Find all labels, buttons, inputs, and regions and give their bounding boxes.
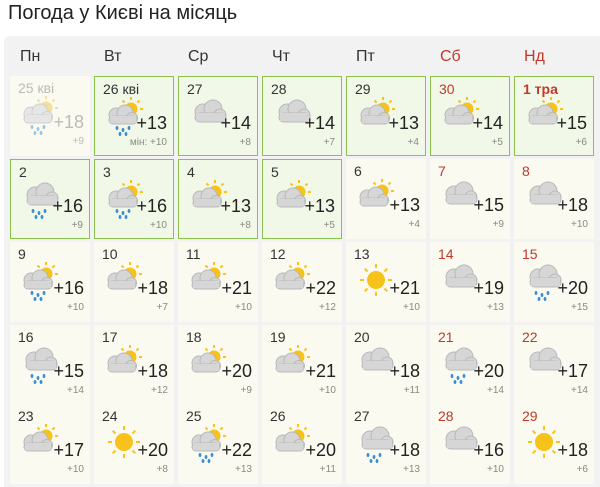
max-temperature: +13: [220, 196, 251, 216]
day-cell[interactable]: [178, 242, 258, 322]
day-cell[interactable]: [346, 76, 426, 156]
day-date: 29: [522, 408, 538, 424]
day-date: 3: [103, 164, 111, 180]
day-cell[interactable]: [430, 242, 510, 322]
day-date: 27: [187, 81, 203, 97]
day-cell[interactable]: [94, 325, 174, 405]
min-value: +9: [72, 136, 84, 147]
min-value: +9: [71, 220, 83, 231]
min-value: +10: [150, 137, 167, 148]
min-temperature: [73, 136, 84, 147]
max-temperature: +17: [53, 440, 84, 460]
min-value: +5: [491, 137, 503, 148]
day-date: 29: [355, 81, 371, 97]
min-temperature: [240, 220, 251, 231]
day-date: 11: [186, 246, 201, 262]
day-cell[interactable]: [346, 325, 426, 405]
max-temperature: +18: [137, 361, 168, 381]
page-title: Погода у Києві на місяць: [8, 2, 238, 24]
max-temperature: +17: [557, 361, 588, 381]
min-value: +11: [319, 464, 336, 475]
weekday-label: Ср: [188, 48, 209, 65]
day-cell[interactable]: [94, 404, 174, 484]
min-value: +11: [403, 385, 420, 396]
max-temperature: +21: [221, 278, 252, 298]
day-cell[interactable]: [514, 76, 594, 156]
max-temperature: +22: [305, 278, 336, 298]
max-temperature: +18: [53, 112, 84, 132]
max-temperature: +20: [473, 361, 504, 381]
max-temperature: +15: [473, 195, 504, 215]
day-cell[interactable]: [346, 242, 426, 322]
max-temperature: +16: [136, 196, 167, 216]
day-cell[interactable]: [10, 404, 90, 484]
weekday-label: Пт: [356, 48, 375, 65]
min-temperature: [487, 464, 504, 475]
day-date: 20: [354, 329, 370, 345]
min-value: +10: [150, 220, 167, 231]
max-temperature: +14: [220, 113, 251, 133]
max-temperature: +20: [221, 361, 252, 381]
max-temperature: +16: [473, 440, 504, 460]
max-temperature: +14: [304, 113, 335, 133]
min-temperature: [403, 302, 420, 313]
min-temperature: [130, 137, 167, 148]
day-date: 16: [18, 329, 34, 345]
day-cell[interactable]: [262, 242, 342, 322]
day-date: 6: [354, 163, 362, 179]
max-temperature: +18: [557, 195, 588, 215]
max-temperature: +22: [221, 440, 252, 460]
min-temperature: [493, 219, 504, 230]
min-value: +8: [239, 220, 251, 231]
min-value: +8: [156, 464, 168, 475]
max-temperature: +16: [52, 196, 83, 216]
min-value: +6: [575, 137, 587, 148]
day-cell[interactable]: [514, 242, 594, 322]
min-temperature: [487, 385, 504, 396]
min-temperature: [408, 137, 419, 148]
min-value: +15: [571, 302, 588, 313]
min-value: +7: [156, 302, 168, 313]
min-temperature: [319, 302, 336, 313]
day-date: 5: [271, 164, 279, 180]
day-date: 15: [522, 246, 538, 262]
min-temperature: [150, 220, 167, 231]
min-value: +8: [239, 137, 251, 148]
header: [0, 0, 600, 36]
day-date: 4: [187, 164, 195, 180]
min-value: +14: [67, 385, 84, 396]
weekday-label: Чт: [272, 48, 290, 65]
day-cell[interactable]: [262, 404, 342, 484]
day-cell[interactable]: [94, 242, 174, 322]
min-value: +10: [235, 302, 252, 313]
min-value: +4: [408, 219, 420, 230]
day-date: 27: [354, 408, 370, 424]
day-date: 28: [271, 81, 287, 97]
day-date: 10: [102, 246, 118, 262]
day-date: 22: [522, 329, 538, 345]
max-temperature: +14: [472, 113, 503, 133]
day-date: 7: [438, 163, 446, 179]
day-date: 30: [439, 81, 455, 97]
day-cell[interactable]: [346, 404, 426, 484]
max-temperature: +13: [388, 113, 419, 133]
min-value: +9: [240, 385, 252, 396]
day-cell[interactable]: [514, 404, 594, 484]
min-value: +5: [323, 220, 335, 231]
min-value: +13: [403, 464, 420, 475]
min-temperature: [151, 385, 168, 396]
max-temperature: +21: [389, 278, 420, 298]
min-value: +10: [403, 302, 420, 313]
min-value: +10: [319, 385, 336, 396]
weekday-label: Сб: [440, 48, 461, 65]
day-cell[interactable]: [262, 325, 342, 405]
day-date: 21: [438, 329, 454, 345]
min-label: мін:: [129, 137, 151, 148]
day-date: 25 кві: [18, 80, 55, 96]
min-temperature: [324, 220, 335, 231]
day-date: 14: [438, 246, 454, 262]
min-value: +13: [235, 464, 252, 475]
max-temperature: +18: [557, 440, 588, 460]
min-temperature: [320, 464, 336, 475]
min-temperature: [576, 137, 587, 148]
min-value: +14: [571, 385, 588, 396]
min-value: +6: [576, 464, 588, 475]
day-cell[interactable]: [178, 76, 258, 156]
min-value: +4: [407, 137, 419, 148]
day-cell[interactable]: [10, 159, 90, 239]
min-value: +13: [487, 302, 504, 313]
min-value: +10: [67, 302, 84, 313]
day-date: 26 кві: [103, 81, 140, 97]
day-cell[interactable]: [10, 325, 90, 405]
min-temperature: [324, 137, 335, 148]
min-value: +7: [323, 137, 335, 148]
day-date: 13: [354, 246, 370, 262]
day-cell[interactable]: [178, 159, 258, 239]
min-temperature: [240, 137, 251, 148]
weekday-label: Пн: [20, 48, 41, 65]
min-temperature: [67, 385, 84, 396]
weekday-label: Нд: [524, 48, 545, 65]
min-value: +14: [487, 385, 504, 396]
min-temperature: [157, 464, 168, 475]
max-temperature: +13: [136, 113, 167, 133]
day-cell[interactable]: [262, 159, 342, 239]
day-cell[interactable]: [346, 159, 426, 239]
max-temperature: +20: [305, 440, 336, 460]
day-date: 23: [18, 408, 34, 424]
day-date: 25: [186, 408, 202, 424]
min-temperature: [72, 220, 83, 231]
min-value: +10: [487, 464, 504, 475]
min-value: +12: [151, 385, 168, 396]
day-date: 9: [18, 246, 26, 262]
day-date: 17: [102, 329, 118, 345]
day-cell[interactable]: [430, 159, 510, 239]
min-temperature: [235, 302, 252, 313]
min-temperature: [487, 302, 504, 313]
day-cell[interactable]: [94, 76, 174, 156]
min-temperature: [492, 137, 503, 148]
day-cell[interactable]: [430, 325, 510, 405]
day-date: 28: [438, 408, 454, 424]
max-temperature: +20: [557, 278, 588, 298]
max-temperature: +21: [305, 361, 336, 381]
day-date: 8: [522, 163, 530, 179]
day-date: 19: [270, 329, 286, 345]
day-cell[interactable]: [178, 404, 258, 484]
min-temperature: [319, 385, 336, 396]
min-temperature: [403, 464, 420, 475]
min-temperature: [235, 464, 252, 475]
day-date: 1 тра: [523, 81, 558, 97]
max-temperature: +15: [53, 361, 84, 381]
day-cell[interactable]: [430, 404, 510, 484]
min-temperature: [571, 219, 588, 230]
day-cell[interactable]: [94, 159, 174, 239]
min-temperature: [241, 385, 252, 396]
min-temperature: [577, 464, 588, 475]
day-cell[interactable]: [178, 325, 258, 405]
day-date: 24: [102, 408, 118, 424]
day-date: 18: [186, 329, 202, 345]
min-value: +10: [67, 464, 84, 475]
max-temperature: +16: [53, 278, 84, 298]
max-temperature: +15: [556, 113, 587, 133]
day-cell[interactable]: [430, 76, 510, 156]
min-temperature: [67, 464, 84, 475]
min-temperature: [409, 219, 420, 230]
min-temperature: [571, 385, 588, 396]
weekday-label: Вт: [104, 48, 122, 65]
min-value: +10: [571, 219, 588, 230]
max-temperature: +13: [304, 196, 335, 216]
day-cell[interactable]: [514, 159, 594, 239]
min-temperature: [67, 302, 84, 313]
min-value: +12: [319, 302, 336, 313]
day-date: 12: [270, 246, 286, 262]
max-temperature: +20: [137, 440, 168, 460]
max-temperature: +19: [473, 278, 504, 298]
max-temperature: +13: [389, 195, 420, 215]
min-value: +9: [492, 219, 504, 230]
day-cell[interactable]: [10, 242, 90, 322]
day-cell[interactable]: [10, 76, 90, 156]
day-cell[interactable]: [262, 76, 342, 156]
min-temperature: [157, 302, 168, 313]
day-date: 2: [19, 164, 27, 180]
max-temperature: +18: [389, 440, 420, 460]
min-temperature: [571, 302, 588, 313]
day-cell[interactable]: [514, 325, 594, 405]
max-temperature: +18: [389, 361, 420, 381]
min-temperature: [404, 385, 420, 396]
max-temperature: +18: [137, 278, 168, 298]
day-date: 26: [270, 408, 286, 424]
